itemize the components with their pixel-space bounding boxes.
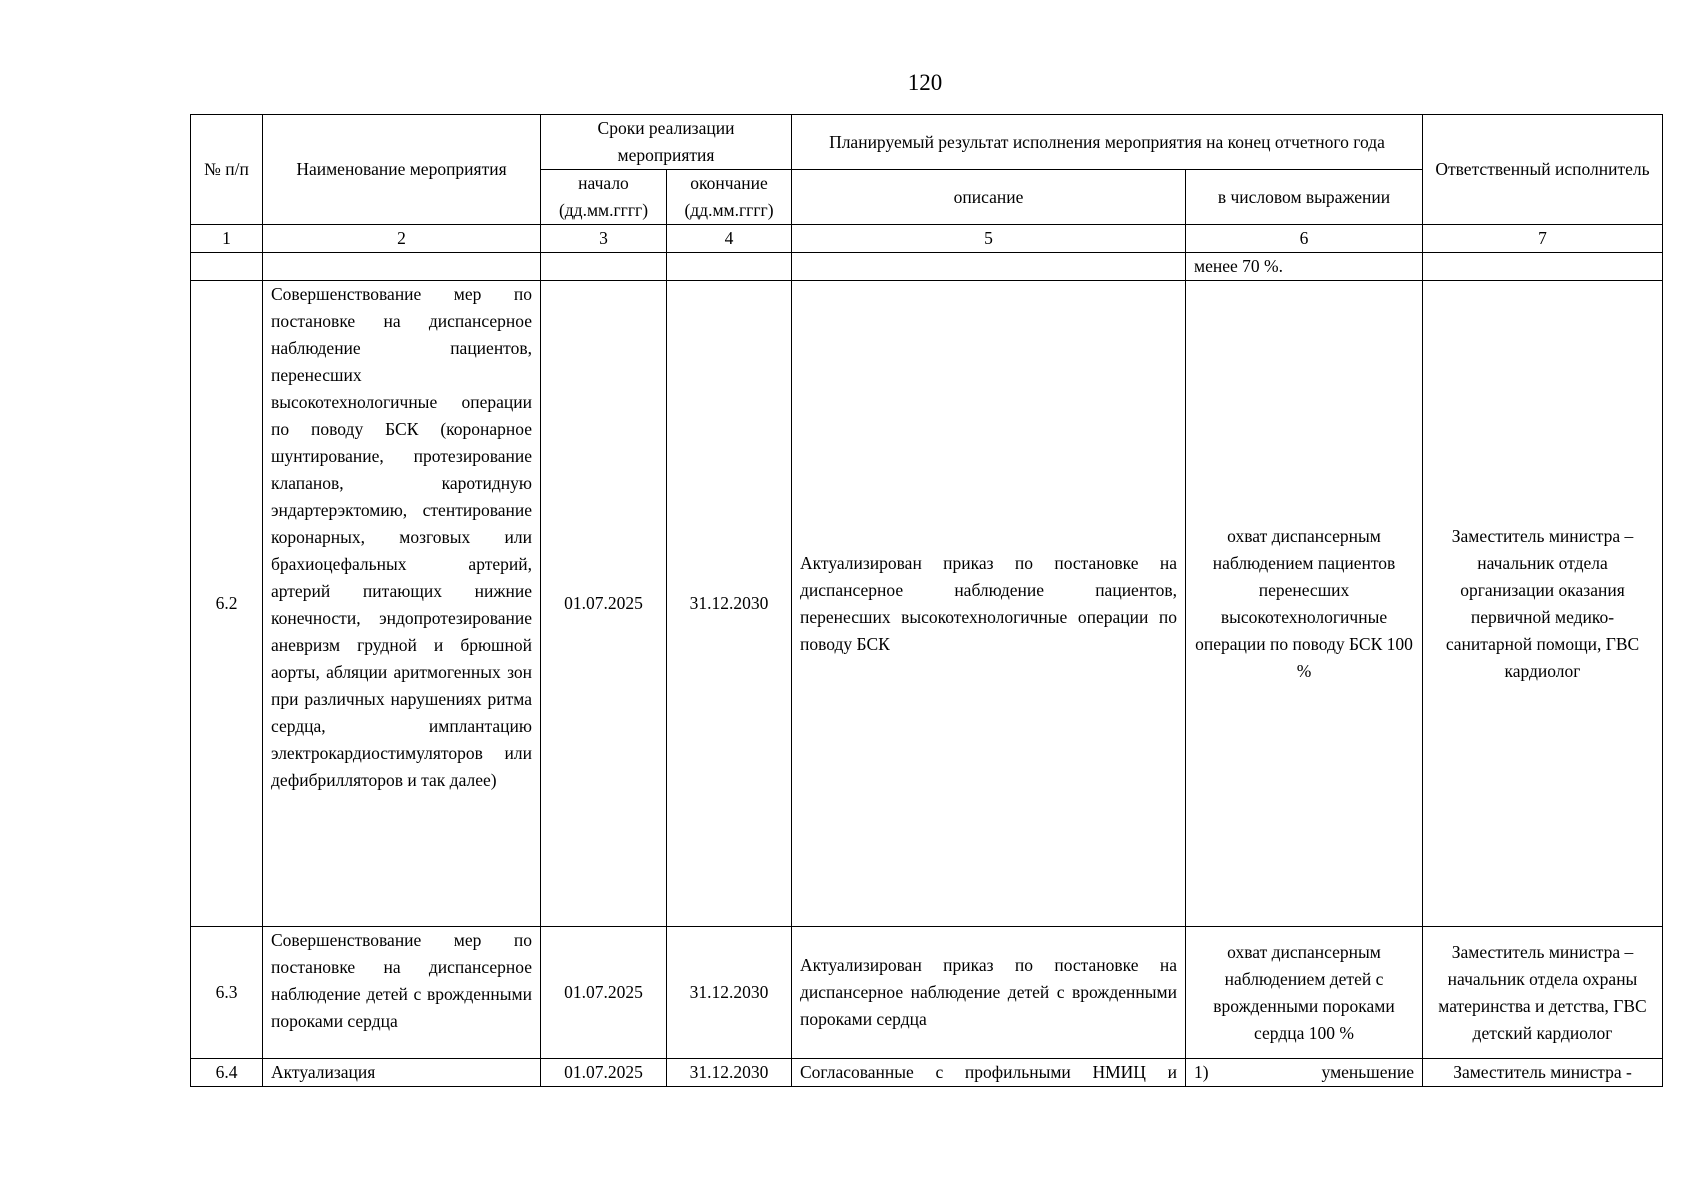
row-numeric: охват диспансерным наблюдением пациентов перенесших высокотехнологичные операции по поводу БСК 100 % [1186, 281, 1423, 927]
header-terms: Сроки реализации мероприятия [541, 115, 792, 170]
row-numeric: 1) уменьшение [1186, 1059, 1423, 1087]
row-num: 6.2 [191, 281, 263, 927]
row-start: 01.07.2025 [541, 1059, 667, 1087]
row-responsible: Заместитель министра – начальник отдела организации оказания первичной медико-санитарной помощи, ГВС кардиолог [1423, 281, 1663, 927]
header-numeric: в числовом выражении [1186, 170, 1423, 225]
column-number: 3 [541, 225, 667, 253]
column-number: 5 [792, 225, 1186, 253]
column-number-row [191, 225, 1663, 253]
column-number: 1 [191, 225, 263, 253]
continuation-numeric: менее 70 %. [1186, 253, 1423, 281]
row-name: Совершенствование мер по постановке на диспансерное наблюдение детей с врожденными пороками сердца [263, 927, 541, 1059]
table-row [191, 1059, 1663, 1087]
table-row [191, 281, 1663, 927]
row-start: 01.07.2025 [541, 927, 667, 1059]
row-description: Актуализирован приказ по постановке на диспансерное наблюдение детей с врожденными пороками сердца [792, 927, 1186, 1059]
row-end: 31.12.2030 [667, 1059, 792, 1087]
row-description: Согласованные с профильными НМИЦ и [792, 1059, 1186, 1087]
continuation-row [191, 253, 1663, 281]
action-plan-table [190, 114, 1663, 1087]
header-responsible: Ответственный исполнитель [1423, 115, 1663, 225]
header-result: Планируемый результат исполнения мероприятия на конец отчетного года [792, 115, 1423, 170]
row-start: 01.07.2025 [541, 281, 667, 927]
row-description: Актуализирован приказ по постановке на диспансерное наблюдение пациентов, перенесших высокотехнологичные операции по поводу БСК [792, 281, 1186, 927]
column-number: 6 [1186, 225, 1423, 253]
row-end: 31.12.2030 [667, 281, 792, 927]
header-end: окончание (дд.мм.гггг) [667, 170, 792, 225]
column-number: 4 [667, 225, 792, 253]
row-num: 6.4 [191, 1059, 263, 1087]
header-num: № п/п [191, 115, 263, 225]
header-start: начало (дд.мм.гггг) [541, 170, 667, 225]
page-number: 120 [907, 70, 943, 95]
row-num: 6.3 [191, 927, 263, 1059]
column-number: 2 [263, 225, 541, 253]
row-responsible: Заместитель министра - [1423, 1059, 1663, 1087]
row-name: Совершенствование мер по постановке на диспансерное наблюдение пациентов, перенесших высокотехнологичные операции по поводу БСК (коронарное шунтирование, протезирование клапанов, каротидную эндартерэктомию, стентирование коронарных, мозговых или брахиоцефальных артерий, артерий питающих нижние конечности, эндопротезирование аневризм грудной и брюшной аорты, абляции аритмогенных зон при различных нарушениях ритма сердца, имплантацию электрокардиостимуляторов или дефибрилляторов и так далее) [263, 281, 541, 927]
column-number: 7 [1423, 225, 1663, 253]
row-end: 31.12.2030 [667, 927, 792, 1059]
table-row [191, 927, 1663, 1059]
row-numeric: охват диспансерным наблюдением детей с врожденными пороками сердца 100 % [1186, 927, 1423, 1059]
header-row-1 [191, 115, 1663, 170]
row-name: Актуализация [263, 1059, 541, 1087]
row-responsible: Заместитель министра – начальник отдела охраны материнства и детства, ГВС детский кардиолог [1423, 927, 1663, 1059]
header-description: описание [792, 170, 1186, 225]
header-name: Наименование мероприятия [263, 115, 541, 225]
